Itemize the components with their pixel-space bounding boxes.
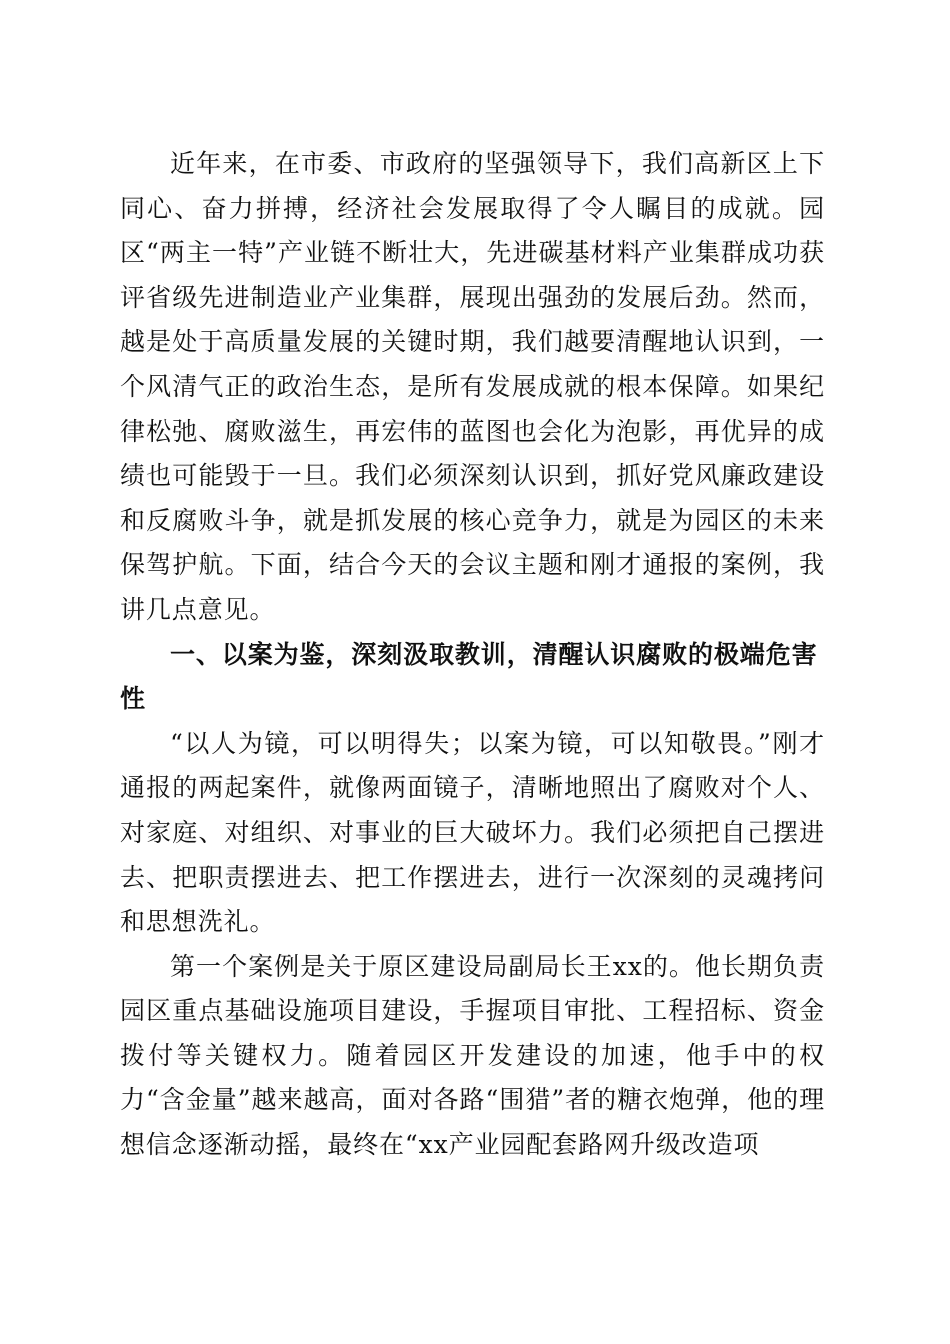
intro-paragraph: 近年来，在市委、市政府的坚强领导下，我们高新区上下同心、奋力拼搏，经济社会发展取得了令人瞩目的成就。园区“两主一特”产业链不断壮大，先进碳基材料产业集群成功获评省级先进制造业产业集群，展现出强劲的发展后劲。然而，越是处于高质量发展的关键时期，我们越要清醒地认识到，一个风清气正的政治生态，是所有发展成就的根本保障。如果纪律松弛、腐败滋生，再宏伟的蓝图也会化为泡影，再优异的成绩也可能毁于一旦。我们必须深刻认识到，抓好党风廉政建设和反腐败斗争，就是抓发展的核心竞争力，就是为园区的未来保驾护航。下面，结合今天的会议主题和刚才通报的案例，我讲几点意见。 [120, 149, 825, 624]
section-1-paragraph-2: 第一个案例是关于原区建设局副局长王xx的。他长期负责园区重点基础设施项目建设，手握项目审批、工程招标、资金拨付等关键权力。随着园区开发建设的加速，他手中的权力“含金量”越来越高，面对各路“围猎”者的糖衣炮弹，他的理想信念逐渐动摇，最终在“xx产业园配套路网升级改造项 [120, 951, 825, 1160]
section-1-heading: 一、以案为鉴，深刻汲取教训，清醒认识腐败的极端危害性 [120, 639, 818, 714]
section-1-paragraph-1: “以人为镜，可以明得失；以案为镜，可以知敬畏。”刚才通报的两起案件，就像两面镜子，清晰地照出了腐败对个人、对家庭、对组织、对事业的巨大破坏力。我们必须把自己摆进去、把职责摆进去、把工作摆进去，进行一次深刻的灵魂拷问和思想洗礼。 [120, 728, 825, 937]
document-body [120, 142, 825, 1168]
